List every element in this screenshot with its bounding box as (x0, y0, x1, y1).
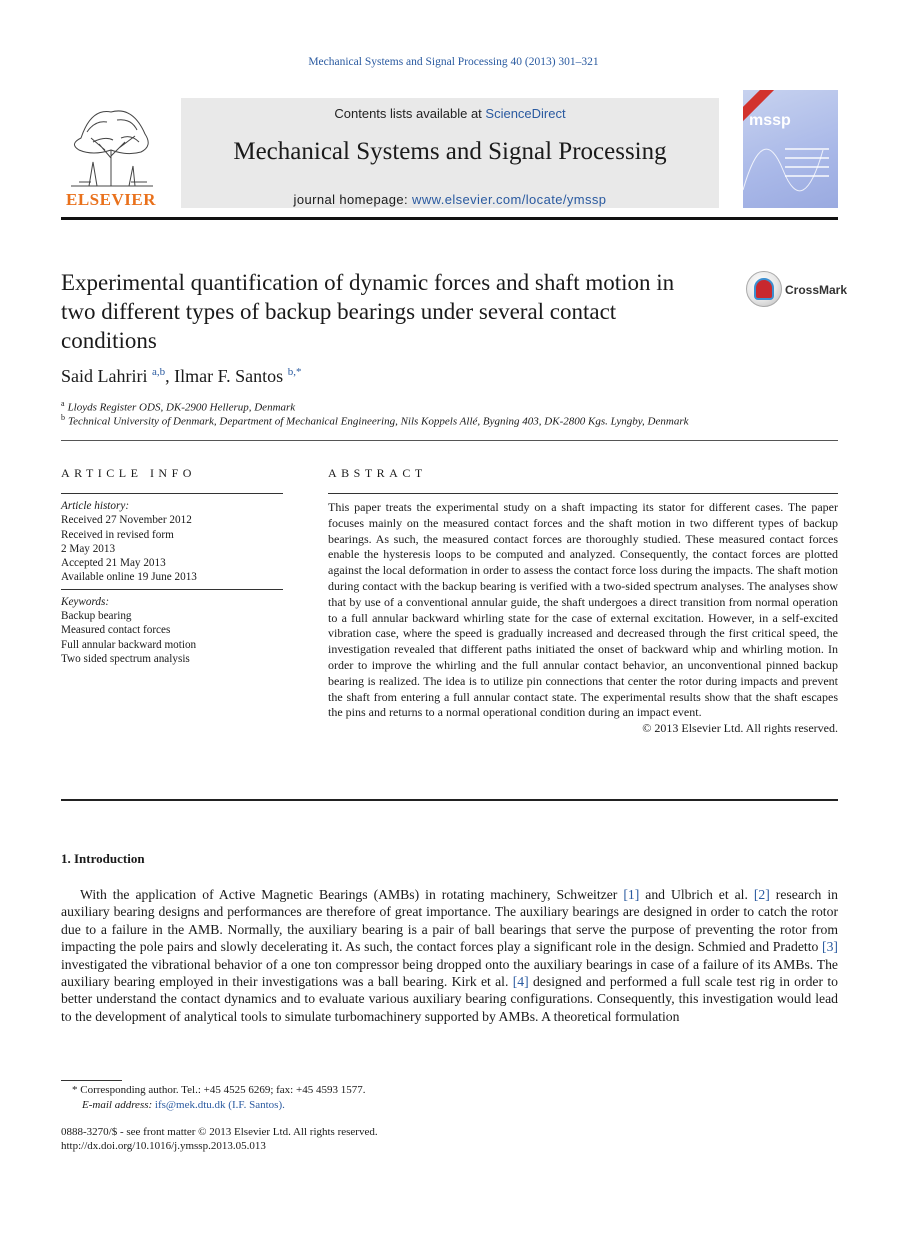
author-list: Said Lahriri $^{a,b}$, Ilmar F. Santos $^{b,*}$ (61, 366, 302, 386)
homepage-prefix: journal homepage: (293, 192, 413, 207)
email-link[interactable]: ifs@mek.dtu.dk (I.F. Santos). (154, 1099, 285, 1111)
corresponding-author-note: * Corresponding author. Tel.: +45 4525 6269; fax: +45 4593 1577. (72, 1084, 366, 1096)
issn-line: 0888-3270/$ - see front matter © 2013 Elsevier Ltd. All rights reserved. (61, 1126, 378, 1138)
introduction-paragraph: With the application of Active Magnetic Bearings (AMBs) in rotating machinery, Schweitzer [1] and Ulbrich et al. [2] research in auxiliary bearing designs and performances are therefore of great importance. The auxiliary bearings are designed in order to catch the rotor due to a failure in the AMB. Normally, the auxiliary bearing is a pair of ball bearings that serve the purpose of preventing the rotor from impacting the pole pairs and slowly decelerating it. As such, the contact forces play a significant role in the design. Schmied and Pradetto [3] investigated the vibrational behavior of a one ton compressor being dropped onto the auxiliary bearings in case of a failure of its AMBs. The auxiliary bearing employed in their investigations was a ball bearing. Kirk et al. [4] designed and performed a full scale test rig in order to better understand the contact dynamics and to evaluate various auxiliary bearing configurations. Consequently, this investigation would lead to the development of analytical tools to simulate turbomachinery supported by AMBs. A theoretical formulation (61, 887, 838, 1024)
sciencedirect-link[interactable]: ScienceDirect (485, 106, 566, 121)
history-item: Accepted 21 May 2013 (61, 557, 166, 570)
doi-link[interactable]: http://dx.doi.org/10.1016/j.ymssp.2013.05.013 (61, 1140, 266, 1152)
email-line (82, 1099, 285, 1111)
contents-line (181, 106, 719, 121)
email-label: E-mail address: (82, 1099, 155, 1111)
divider (61, 493, 283, 494)
keywords-label: Keywords: (61, 595, 110, 608)
copyright-notice: © 2013 Elsevier Ltd. All rights reserved. (642, 721, 838, 736)
crossmark-badge[interactable] (746, 271, 846, 311)
keyword: Backup bearing (61, 610, 132, 623)
author-name: Ilmar F. Santos (174, 366, 284, 386)
divider (61, 589, 283, 590)
history-item: Received 27 November 2012 (61, 514, 192, 527)
abstract-text: This paper treats the experimental study on a shaft impacting its stator for different cases. The paper focuses mainly on the measured contact forces and the shaft motion in two different types of backup bearings. As such, the measured contact forces are thoroughly studied. These measured contact forces enable the hysteresis loops to be computed and analyzed. Consequently, the contact forces are plotted against the local deformation in order to assess the contact force loss during the impacts. The shaft motion during contact with the backup bearing is verified with a two-sided spectrum analyses. The analyses show that by use of a conventional annular guide, the shaft undergoes a direct transition from normal operation to a full annular backward whirling state for the case of external excitation. However, in a self-excited vibration case, where the speed is gradually increased and decreased through the first critical speed, the investigation revealed that different paths initiated the onset of backward whip and whirling motion. In order to improve the whirling and the full annular contact behavior, an unconventional pinned backup bearing is realized. The idea is to utilize pin connections that center the rotor during impacts and prevent the shaft from entering a full annular contact state. The experimental results show that the shaft escapes the pins and returns to a normal operational condition during an impact event. (328, 500, 838, 720)
contents-prefix: Contents lists available at (334, 106, 486, 121)
footnote-rule (61, 1080, 122, 1081)
history-label: Article history: (61, 500, 130, 512)
elsevier-wordmark: ELSEVIER (66, 190, 156, 209)
affiliation-a: $^a$ Lloyds Register ODS, DK-2900 Hellerup, Denmark (61, 399, 296, 414)
keyword: Measured contact forces (61, 624, 171, 637)
cover-text-lines (785, 148, 829, 184)
history-item: Received in revised form (61, 528, 174, 541)
history-item: 2 May 2013 (61, 542, 116, 555)
homepage-link[interactable]: www.elsevier.com/locate/ymssp (412, 192, 607, 207)
affiliation-b: $^b$ Technical University of Denmark, Department of Mechanical Engineering, Nils Koppels Allé, Bygning 403, DK-2800 Kgs. Lyngby, Denmark (61, 413, 689, 428)
article-info-heading: ARTICLE INFO (61, 466, 196, 480)
divider (328, 493, 838, 494)
crossmark-icon (746, 271, 782, 307)
cover-acronym: mssp (749, 112, 791, 129)
crossmark-label: CrossMark (785, 283, 848, 297)
author-affiliation-marker[interactable]: b,* (287, 366, 302, 378)
citation-link[interactable]: [3] (822, 939, 838, 955)
article-title: Experimental quantification of dynamic forces and shaft motion in two different types of backup bearings under several contact conditions (61, 270, 675, 353)
journal-title: Mechanical Systems and Signal Processing (233, 138, 667, 165)
author-affiliation-marker[interactable]: a,b (151, 366, 166, 378)
journal-header (61, 90, 838, 210)
citation-link[interactable]: [4] (512, 974, 529, 990)
header-rule (61, 217, 838, 220)
citation-link[interactable]: [2] (753, 887, 770, 902)
author-name: Said Lahriri (61, 366, 148, 386)
section-heading-introduction: 1. Introduction (61, 851, 145, 866)
divider (61, 440, 838, 441)
citation-link[interactable]: [1] (623, 887, 640, 902)
keyword: Full annular backward motion (61, 638, 197, 651)
divider (61, 799, 838, 801)
article-info (61, 493, 283, 666)
journal-cover-thumbnail[interactable] (743, 90, 838, 208)
journal-reference[interactable]: Mechanical Systems and Signal Processing 40 (2013) 301–321 (308, 56, 599, 68)
abstract-heading: ABSTRACT (328, 466, 427, 480)
abstract (328, 493, 838, 736)
journal-banner (181, 98, 719, 208)
homepage-line (181, 192, 719, 207)
keyword: Two sided spectrum analysis (61, 652, 190, 665)
history-item: Available online 19 June 2013 (61, 571, 197, 584)
